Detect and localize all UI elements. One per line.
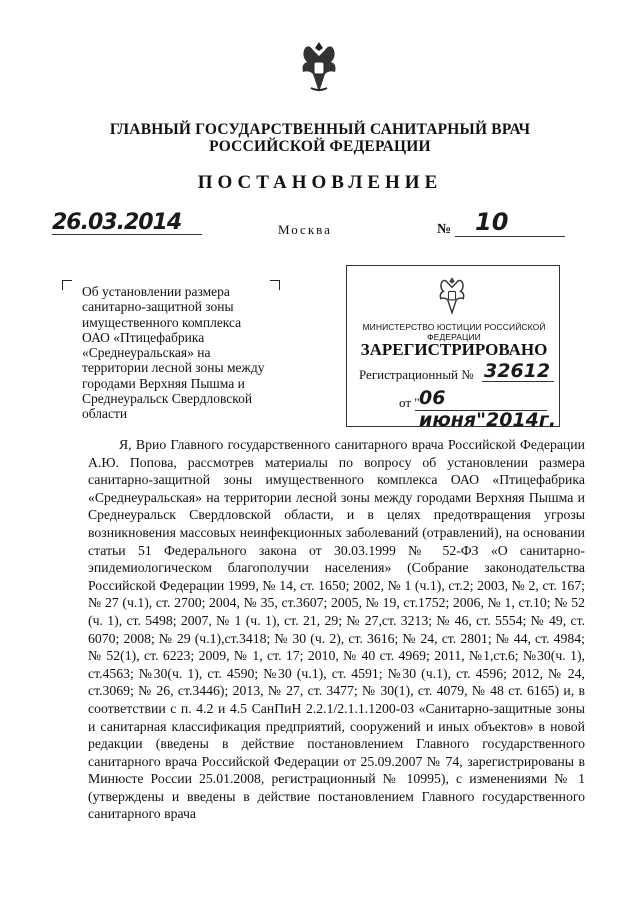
- document-date: 26.03.2014: [52, 210, 182, 235]
- issuer-line-2: РОССИЙСКОЙ ФЕДЕРАЦИИ: [209, 138, 431, 155]
- number-underline: [455, 236, 565, 237]
- stamp-emblem-icon: [435, 274, 469, 316]
- number-label: №: [437, 222, 452, 237]
- stamp-regnum-underline: [482, 381, 554, 382]
- coat-of-arms-icon: [295, 38, 343, 96]
- registration-stamp: [346, 265, 560, 431]
- stamp-date: 06 июня"2014г.: [419, 387, 557, 431]
- issuer-line-1: ГЛАВНЫЙ ГОСУДАРСТВЕННЫЙ САНИТАРНЫЙ ВРАЧ: [109, 121, 531, 138]
- stamp-date-label: от ": [399, 395, 420, 410]
- stamp-registered: ЗАРЕГИСТРИРОВАНО: [360, 340, 548, 359]
- document-subject: Об установлении размера санитарно-защитной зоны имущественного комплекса ОАО «Птицефабрика «Среднеуральская» на территории лесной зоны между городами Верхняя Пышма и Среднеуральск Свердловской области: [82, 284, 265, 422]
- stamp-date-underline: [415, 410, 547, 411]
- stamp-ministry: МИНИСТЕРСТВО ЮСТИЦИИ РОССИЙСКОЙ ФЕДЕРАЦИИ: [362, 322, 546, 342]
- date-underline: [52, 234, 202, 235]
- subject-bracket-left: [62, 280, 72, 290]
- city: Москва: [278, 222, 332, 237]
- stamp-regnum: 32612: [484, 360, 551, 382]
- body-paragraph: Я, Врио Главного государственного санитарного врача Российской Федерации А.Ю. Попова, рассмотрев материалы по вопросу об установлении размера санитарно-защитной зоны имущественного комплекса ОАО «Птицефабрика «Среднеуральская» на территории лесной зоны между городами Верхняя Пышма и Среднеуральск Свердловской области, и в целях предотвращения угрозы возникновения массовых неинфекционных заболеваний (отравлений), на основании статьи 51 Федерального закона от 30.03.1999 № 52-ФЗ «О санитарно-эпидемиологическом благополучии населения» (Собрание законодательства Российской Федерации 1999, № 14, ст. 1650; 2002, № 1 (ч.1), ст.2; 2003, № 2, ст. 167; № 27 (ч.1), ст. 2700; 2004, № 35, ст.3607; 2005, № 19, ст.1752; 2006, № 1, ст.10; № 52 (ч. 1), ст. 5498; 2007, № 1 (ч. 1), ст. 21, 29; № 27,ст. 3213; № 46, ст. 5554; № 49, ст. 6070; 2008; № 29 (ч.1),ст.3418; № 30 (ч. 2), ст. 3616; № 24, ст. 2801; № 44, ст. 4984; № 52(1), ст. 6223; 2009, № 1, ст. 17; 2010, № 40 ст. 4969; 2011, №1,ст.6; №30(ч. 1), ст.4563; №30(ч. 1), ст. 4590; №30 (ч.1), ст. 4591; №30 (ч.1), ст. 4596; 2012, № 24, ст.3069; № 26, ст.3446); 2013, № 27, ст. 3477; № 30(1), ст. 4079, № 48 ст. 6165) и, в соответствии с п. 4.2 и 4.5 СанПиН 2.2.1/2.1.1.1200-03 «Санитарно-защитные зоны и санитарная классификация предприятий, сооружений и иных объектов» в новой редакции (введены в действие постановлением Главного государственного санитарного врача Российской Федерации от 25.09.2007 № 74, зарегистрированы в Минюсте России 25.01.2008, регистрационный № 10995), с изменениями № 1 (утверждены и введены в действие постановлением Главного государственного санитарного врача: [88, 437, 585, 822]
- document-title: ПОСТАНОВЛЕНИЕ: [197, 172, 443, 193]
- document-number: 10: [475, 208, 509, 236]
- stamp-regnum-label: Регистрационный №: [359, 367, 474, 382]
